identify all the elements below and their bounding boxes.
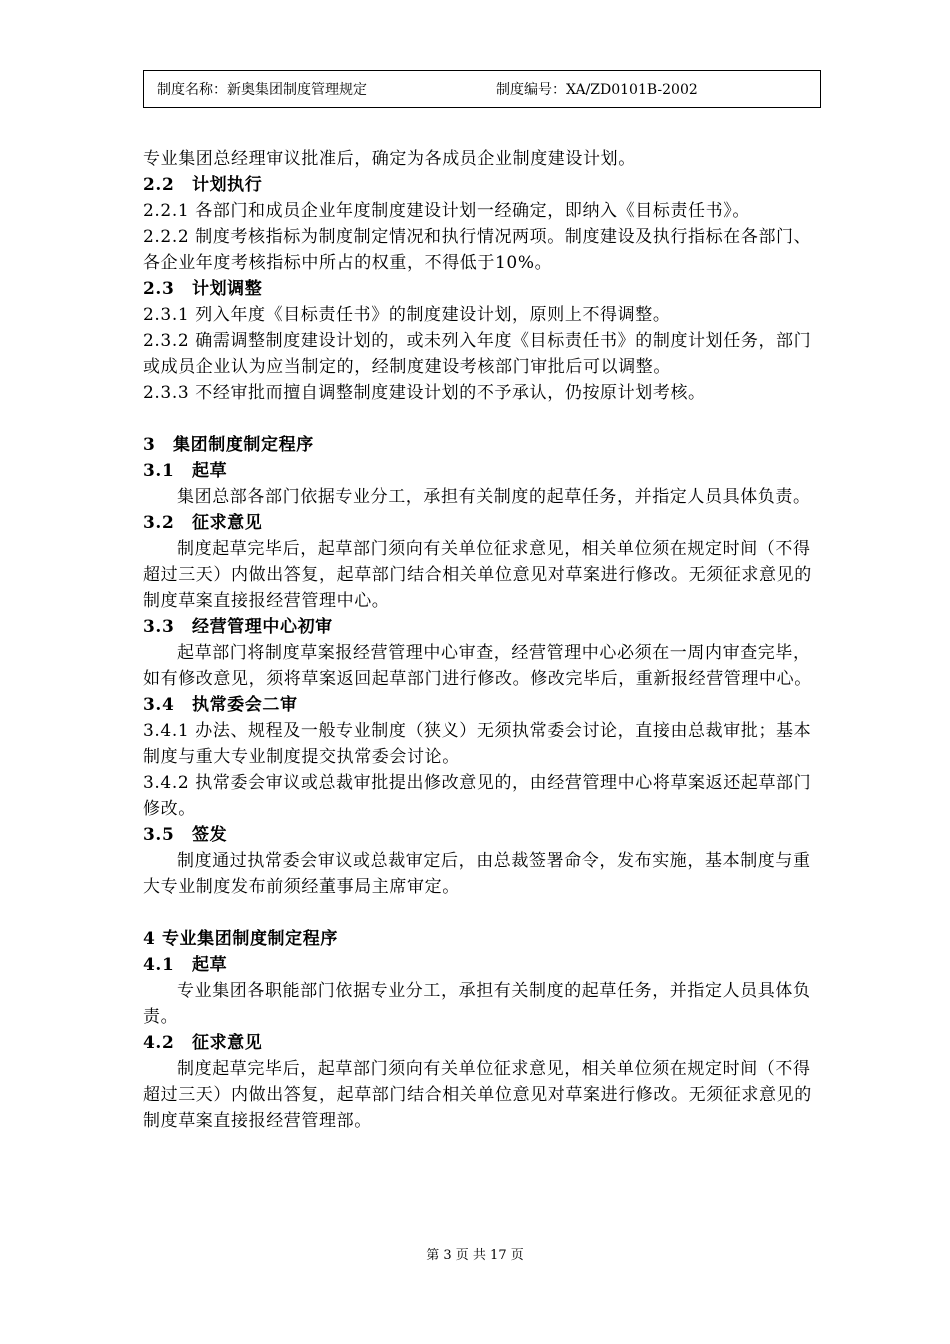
chapter-heading: 3 集团制度制定程序 bbox=[143, 435, 314, 455]
paragraph: 专业集团总经理审议批准后，确定为各成员企业制度建设计划。 bbox=[143, 149, 636, 169]
page-number: 第 3 页 共 17 页 bbox=[426, 1248, 524, 1263]
paragraph: 3.4.2 执常委会审议或总裁审批提出修改意见的，由经营管理中心将草案返还起草部门修改。 bbox=[143, 773, 812, 819]
section-heading: 2.2 计划执行 bbox=[143, 175, 263, 195]
section-heading: 2.3 计划调整 bbox=[143, 279, 263, 299]
paragraph: 2.2.2 制度考核指标为制度制定情况和执行情况两项。制度建设及执行指标在各部门、各企业年度考核指标中所占的权重，不得低于10%。 bbox=[143, 227, 812, 273]
document-name: 制度名称：新奥集团制度管理规定 bbox=[157, 82, 367, 98]
paragraph: 2.3.1 列入年度《目标责任书》的制度建设计划，原则上不得调整。 bbox=[143, 305, 671, 325]
section-heading: 3.5 签发 bbox=[143, 825, 228, 845]
document-header bbox=[143, 70, 821, 108]
section-heading: 3.2 征求意见 bbox=[143, 513, 263, 533]
paragraph: 制度通过执常委会审议或总裁审定后，由总裁签署命令，发布实施，基本制度与重大专业制度发布前须经董事局主席审定。 bbox=[143, 851, 811, 897]
section-heading: 4.2 征求意见 bbox=[143, 1033, 263, 1053]
paragraph: 起草部门将制度草案报经营管理中心审查，经营管理中心必须在一周内审查完毕，如有修改意见，须将草案返回起草部门进行修改。修改完毕后，重新报经营管理中心。 bbox=[143, 643, 812, 689]
document-code: 制度编号：XA/ZD0101B-2002 bbox=[496, 82, 698, 98]
paragraph: 3.4.1 办法、规程及一般专业制度（狭义）无须执常委会讨论，直接由总裁审批；基本制度与重大专业制度提交执常委会讨论。 bbox=[143, 721, 812, 767]
section-heading: 3.4 执常委会二审 bbox=[143, 695, 298, 715]
paragraph: 集团总部各部门依据专业分工，承担有关制度的起草任务，并指定人员具体负责。 bbox=[177, 487, 811, 507]
spacer bbox=[143, 406, 823, 432]
document-body bbox=[143, 146, 823, 1134]
paragraph: 2.3.3 不经审批而擅自调整制度建设计划的不予承认，仍按原计划考核。 bbox=[143, 383, 706, 403]
paragraph: 专业集团各职能部门依据专业分工，承担有关制度的起草任务，并指定人员具体负责。 bbox=[143, 981, 811, 1027]
chapter-heading: 4 专业集团制度制定程序 bbox=[143, 929, 338, 949]
section-heading: 3.3 经营管理中心初审 bbox=[143, 617, 333, 637]
paragraph: 制度起草完毕后，起草部门须向有关单位征求意见，相关单位须在规定时间（不得超过三天）内做出答复，起草部门结合相关单位意见对草案进行修改。无须征求意见的制度草案直接报经营管理中心。 bbox=[143, 539, 812, 611]
paragraph: 2.3.2 确需调整制度建设计划的，或未列入年度《目标责任书》的制度计划任务，部门或成员企业认为应当制定的，经制度建设考核部门审批后可以调整。 bbox=[143, 331, 812, 377]
paragraph: 2.2.1 各部门和成员企业年度制度建设计划一经确定，即纳入《目标责任书》。 bbox=[143, 201, 750, 221]
section-heading: 4.1 起草 bbox=[143, 955, 228, 975]
paragraph: 制度起草完毕后，起草部门须向有关单位征求意见，相关单位须在规定时间（不得超过三天）内做出答复，起草部门结合相关单位意见对草案进行修改。无须征求意见的制度草案直接报经营管理部。 bbox=[143, 1059, 812, 1131]
spacer bbox=[143, 900, 823, 926]
section-heading: 3.1 起草 bbox=[143, 461, 228, 481]
